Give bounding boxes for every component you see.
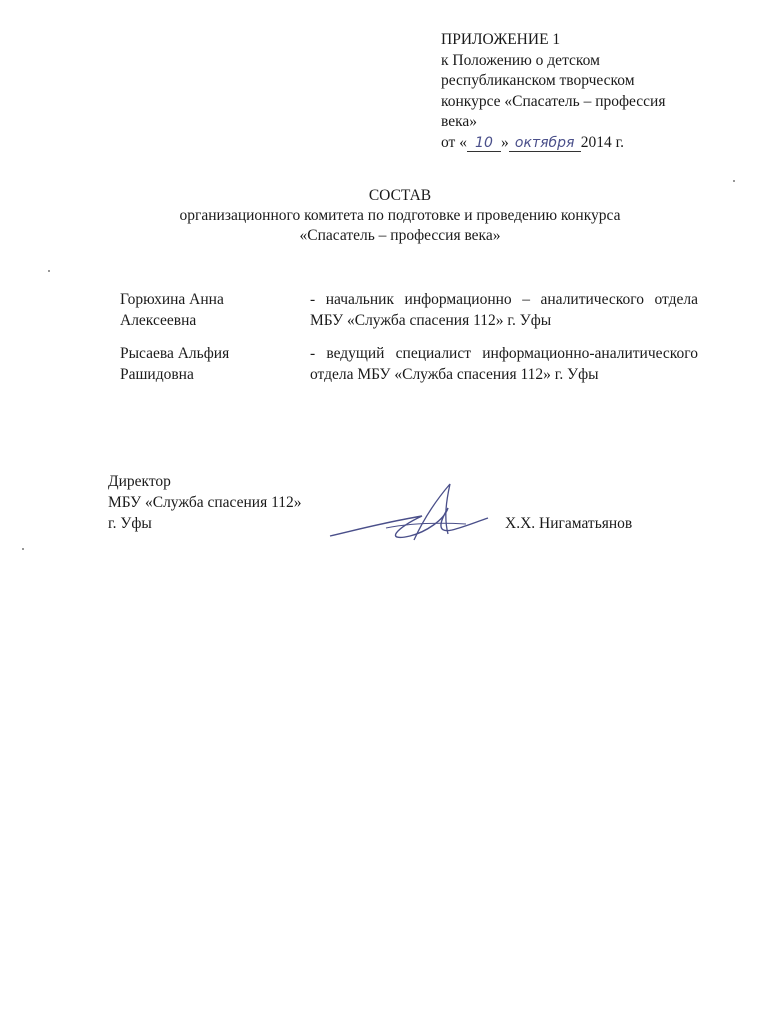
scan-speck <box>22 548 24 550</box>
appendix-line: республиканском творческом <box>441 72 635 89</box>
director-city: г. Уфы <box>108 515 152 532</box>
director-organization: МБУ «Служба спасения 112» <box>108 494 302 511</box>
appendix-line: к Положению о детском <box>441 51 600 69</box>
date-suffix: 2014 г. <box>580 133 625 151</box>
member-row <box>120 344 698 385</box>
member-name-line: Рашидовна <box>120 365 194 383</box>
appendix-line: конкурсе «Спасатель – профессия <box>441 92 666 110</box>
title-line: организационного комитета по подготовке и проведению конкурса <box>179 207 621 224</box>
scan-speck <box>733 180 735 182</box>
title-line: «Спасатель – профессия века» <box>299 227 501 244</box>
appendix-date <box>441 133 741 154</box>
member-name-line: Алексеевна <box>120 311 197 329</box>
member-name <box>120 344 310 385</box>
appendix-title: ПРИЛОЖЕНИЕ 1 <box>441 31 561 48</box>
appendix-header <box>441 30 741 153</box>
title-heading: СОСТАВ <box>368 187 432 204</box>
member-role: - начальник информационно – аналитического отдела МБУ «Служба спасения 112» г. Уфы <box>310 291 698 329</box>
appendix-line: века» <box>441 113 478 130</box>
member-name <box>120 290 310 331</box>
date-mid: » <box>500 133 509 151</box>
director-signature-block <box>108 471 668 534</box>
date-day-handwritten: 10 <box>467 135 501 152</box>
member-row <box>120 290 698 331</box>
document-title <box>100 186 700 246</box>
member-role: - ведущий специалист информационно-аналитического отдела МБУ «Служба спасения 112» г. Уфы <box>310 345 698 383</box>
scan-speck <box>48 270 50 272</box>
date-prefix: от « <box>441 133 467 151</box>
member-name-line: Рысаева Альфия <box>120 345 230 362</box>
date-month-handwritten: октября <box>509 135 581 152</box>
director-title: Директор <box>108 473 171 490</box>
member-name-line: Горюхина Анна <box>120 291 224 308</box>
director-name: Х.Х. Нигаматьянов <box>505 515 633 532</box>
committee-members <box>120 290 698 398</box>
